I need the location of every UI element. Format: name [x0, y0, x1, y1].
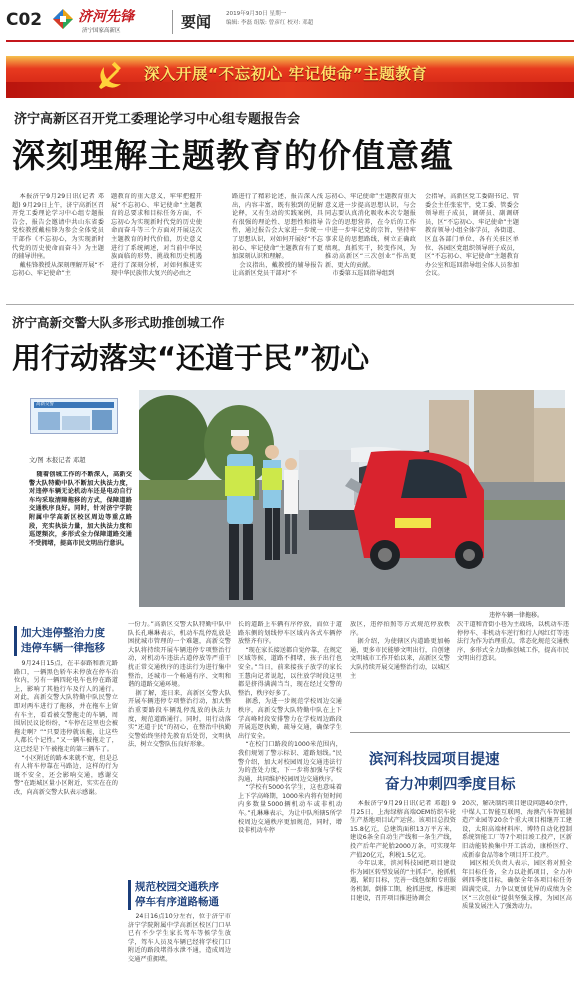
sidebar1-heading-line: 加大违停整治力度	[21, 627, 105, 639]
lead-paragraph: 随着创城工作的不断深入，高新交警大队特勤中队不断加大执法力度，对违停车辆无论机动车还是电动自行车均采取清障拖移的方式，保障道路交通秩序良好。同时，针对济宁学院附属中学高新区校区周边等重点路段，充实执法力量，加大执法力度和巡逻频次，多形式全力保障道路交通不受拥堵，提高市民文明出行意识。	[29, 471, 132, 547]
article-divider	[350, 732, 570, 733]
photo-caption: 违停车辆一律拖移。	[489, 612, 544, 619]
paragraph: 长的道路上车辆有序停放，而位于道路东侧的划线停车区域内各式车辆停放整齐有序。	[238, 621, 342, 646]
article2-column-4	[457, 621, 569, 701]
newspaper-subtitle: 济宁国家高新区	[82, 28, 121, 34]
sidebar1-heading	[14, 626, 105, 656]
newspaper-logo-icon	[52, 8, 74, 30]
article3-column-1	[350, 800, 456, 994]
paragraph: 20次，解决制约项目建设问题40余件，中煤人工智能互联网、海澳汽车智能制造产业园等20余个重大项目相继开工建设，太阳高端材料库、博特自动化控制系统智能工厂等7个项目竣工投产，区新旧动能转换集中开工活动，康桥医疗、成新泰食品等8个项目开工投产。	[462, 800, 572, 859]
article1-column-4	[325, 193, 416, 353]
header-rule	[6, 40, 574, 42]
issue-date: 2019年9月30日 星期一	[226, 11, 287, 17]
paragraph: 戴桂锋教授从深刻理解开展“不忘初心、牢记使命”主	[12, 261, 104, 278]
header-divider	[172, 10, 173, 34]
paragraph: 忘初心、牢记使命”主题教育重大意义进一步提高思想认识，与会同志要认真消化吸收本次专题报告会的思想营养，在今后的工作中进一步牢记党的宗旨，坚持牢事求是的思想路线，树立正确政绩观，真抓实干，转变作风，为推动高新区“三次创业”作出更新、更大的贡献。	[325, 193, 416, 269]
paragraph: “学校有5000名学生，这也意味着上下学高峰期，1000米内将有短时间内多数量5000辆机动车或非机动车。”孔琳琳表示，为让中队所辖5所学校周边交通秩序更加规范，同时，增设非机动车停	[238, 784, 342, 835]
article1-title: 深刻理解主题教育的价值意蕴	[12, 136, 454, 175]
hammer-sickle-icon	[94, 60, 126, 92]
article-divider	[6, 304, 574, 305]
paragraph: 题教育的重大意义，牢牢把握开展“不忘初心、牢记使命”主题教育的总要求和目标任务方面，不忘初心为实现新时代党的历史使命而奋斗等三个方面对开展这次主题教育的时代价值，历史意义进行了系统阐述，对当前中华民族面临的形势、挑战和历史机遇进行了深刻分析，对如何推进实现中华民族伟大复兴的必由之	[111, 193, 202, 278]
newspaper-name: 济河先锋	[78, 9, 134, 25]
building-icon	[38, 412, 60, 430]
issue-editors: 编辑: 李磊 组版: 曾彦红 校对: 邓超	[226, 20, 314, 26]
sidebar1-column	[14, 660, 118, 992]
building-icon	[62, 416, 90, 430]
paragraph: 本报济宁9月29日讯(记者 邓超) 9月29日上午，济宁高新区召开党工委理论学习中心组专题报告会，报告会邀请中共山东省委党校教授戴桂锋为参会全体党员干部作《不忘初心，为实现新时代党的历史使命而奋斗》为主题的辅导讲座。	[12, 193, 104, 261]
article3-column-2	[462, 800, 572, 994]
page-number: C02	[6, 10, 43, 30]
paragraph: “现在家长接送都自觉停靠，在规定区域等候，道路不拥堵，孩子出行也安全。”当日，前来接孩子放学的家长王慧向记者说起，以往放学时段这里都是挤得满满当当，现在经过交警的整治，秩序好多了。	[238, 646, 342, 697]
article2-lead	[29, 471, 132, 583]
article1-subtitle: 济宁高新区召开党工委理论学习中心组专题报告会	[14, 112, 301, 127]
paragraph: 9月24日15点，在丰泰路和新元路路口，一辆黑色轿车未停放在停车泊位内，另有一辆四轮电车也停在路道上，影响了其他行车及行人的通行。对此，高新交警大队特勤中队民警立即对两车进行了拖移，并在拖车上留有车主，看看被交警拖走的车辆，周围居民议论纷纷，“车停在这里也会被拖走啊？”“只要违停就该拖，让这些人都长个记性。”又一辆车被拖走了，这已经是下午被拖走的第三辆车了。	[14, 660, 118, 753]
article2-column-3	[350, 621, 450, 731]
sidebar2-heading-line: 停车有序道路畅通	[135, 896, 219, 908]
article2-column-1b	[128, 913, 231, 995]
paragraph: “小区附近的路本来就不宽，但是总有人将车停靠在马路边，这样的行为既不安全，还会影响交通，感谢交警“在距城区量小区附近，实实在在的改，向高新交警大队表示感谢。	[14, 754, 118, 796]
article1-column-3	[232, 193, 323, 353]
article2-subtitle: 济宁高新交警大队多形式助推创城工作	[12, 315, 225, 330]
sidebar2-heading	[128, 880, 219, 910]
paragraph: 今年以来，滨河科技园把项目建设作为园区转型发展的“主抓手”，抢抓机遇，紧盯目标，完善一线包保和专班服务机制，倒排工期，抢抓进度，推进项目建设，召开项目推进协调会	[350, 860, 456, 902]
paragraph: 会指导，高新区党工委副书记、管委会主任张宏宇，党工委、管委会领导班子成员，调研员、副调研员，区“不忘初心、牢记使命”主题教育领导小组全体学员，各街道、区直各部门单位、各有关驻区单位、各园区党组织领导班子成员，区“不忘初心、牢记使命”主题教育办公室和巡回指导组全体人员参加会议。	[425, 193, 519, 278]
video-label: 高新交警	[36, 402, 54, 407]
paragraph: 据介绍，为使辖区内道路更加畅通，更多市民能够文明出行，自创建文明城市工作开始以来，高新区交警大队持续开展交通整治行动，以城区主	[350, 638, 450, 680]
paragraph: “在校门口路段的1000米范围内，我们规划了警示标识、道路划线。”民警介绍，加大对校园周边交通违法行为的查处力度，下一步将加强与学校沟通，共同维护校园周边交通秩序。	[238, 741, 342, 783]
paragraph: 24日16点10分左右，位于济宁市济宁学院附属中学高新区校区门口早已有不少学生家长驾车等候学生放学，驾车人员及车辆已经将学校门口附近的路段堵得水泄不通，造成周边交通严重拥堵。	[128, 913, 231, 963]
building-icon	[92, 410, 112, 430]
paragraph: 会议指出，戴教授的辅导报告让高新区党员干部对“不	[232, 261, 323, 278]
sidebar1-heading-line: 违停车辆一律拖移	[21, 642, 105, 654]
paragraph: 园区相关负责人表示，园区将对照全年目标任务，全力以赴抓项目，全力冲刺四季度目标，确保全年各项目标任务圆满完成，力争以更加优异的成绩为全区“三次创业”提供坚强支撑，为园区高质量发展注入了强劲动力。	[462, 860, 572, 911]
paragraph: 放区，违停拍照等方式规范停放秩序。	[350, 621, 450, 637]
sidebar2-heading-line: 规范校园交通秩序	[135, 881, 219, 893]
article2-column-2	[238, 621, 342, 995]
article3-title-line1: 滨河科技园项目提速	[369, 752, 500, 768]
tow-truck-photo	[139, 390, 565, 607]
paragraph: 市委第五巡回指导组到	[332, 270, 395, 278]
article2-title: 用行动落实“还道于民”初心	[12, 341, 370, 375]
paragraph: 据了解，连日来，高新区交警大队开展车辆违停专项整治行动，加大整治重要路段车辆乱停乱放的执法力度，规范道路通行。同时，用行动落实“还道于民”的初心，在整治中执勤交警始终坚持先教育后处罚，文明执法，树立交警队伍良好形象。	[128, 689, 231, 749]
paragraph: 一份力。”高新区交警大队特勤中队中队长孔琳琳表示，机动车乱停乱放是困扰城市管理的一个难题，高新交警大队将持续开展车辆违停专项整治行动，对机动车违法占道停放等严重干扰正常交通秩序的违法行为进行集中整治，还城市一个畅通有序、文明和谐的道路交通环境。	[128, 621, 231, 689]
paragraph: 次干道和背街小巷为主战场，以机动车违停停车、非机动车逆行和行人闯红灯等违法行为作为治理重点，常态化规范交通秩序，多形式全力助推创城工作，提高市民文明出行意识。	[457, 621, 569, 663]
paragraph: 路进行了精彩论述，报告深入浅出，内容丰富，既有独到的见解论释，又有生动的实践案例，具有很强的理论性、思想性和指导性，通过报告会大家进一步统一了思想认识，对如何开展好“不忘初心、牢记使命”主题教育有了更加深刻认识和理解。	[232, 193, 323, 261]
banner-stripe	[6, 82, 574, 98]
article3-title-line2: 奋力冲刺四季度目标	[385, 777, 516, 793]
banner-text: 深入开展“不忘初心 牢记使命”主题教育	[144, 65, 428, 83]
paragraph: 据悉，为进一步规范学校周边交通秩序，高新交警大队特勤中队在上下学高峰时段安排警力在学校周边路段开展巡逻执勤，疏导交通，确保学生出行安全。	[238, 698, 342, 740]
issue-info	[226, 10, 313, 28]
theme-banner	[6, 56, 574, 98]
article1-column-5	[425, 193, 519, 353]
article2-byline: 文/图 本报记者 邓超	[29, 457, 86, 464]
paragraph: 本报济宁9月29日讯(记者 邓超) 9月25日，上海绿榕高端OEM纺织车轮生产基地项目试产运营。该项目总投资15.8亿元，总建筑面积13万平方米，建设6条全自动生产线和一条生产线，投产后年产轮胎2000万条，可实现年产值20亿元，利税1.5亿元。	[350, 800, 456, 859]
section-name: 要闻	[181, 13, 212, 31]
